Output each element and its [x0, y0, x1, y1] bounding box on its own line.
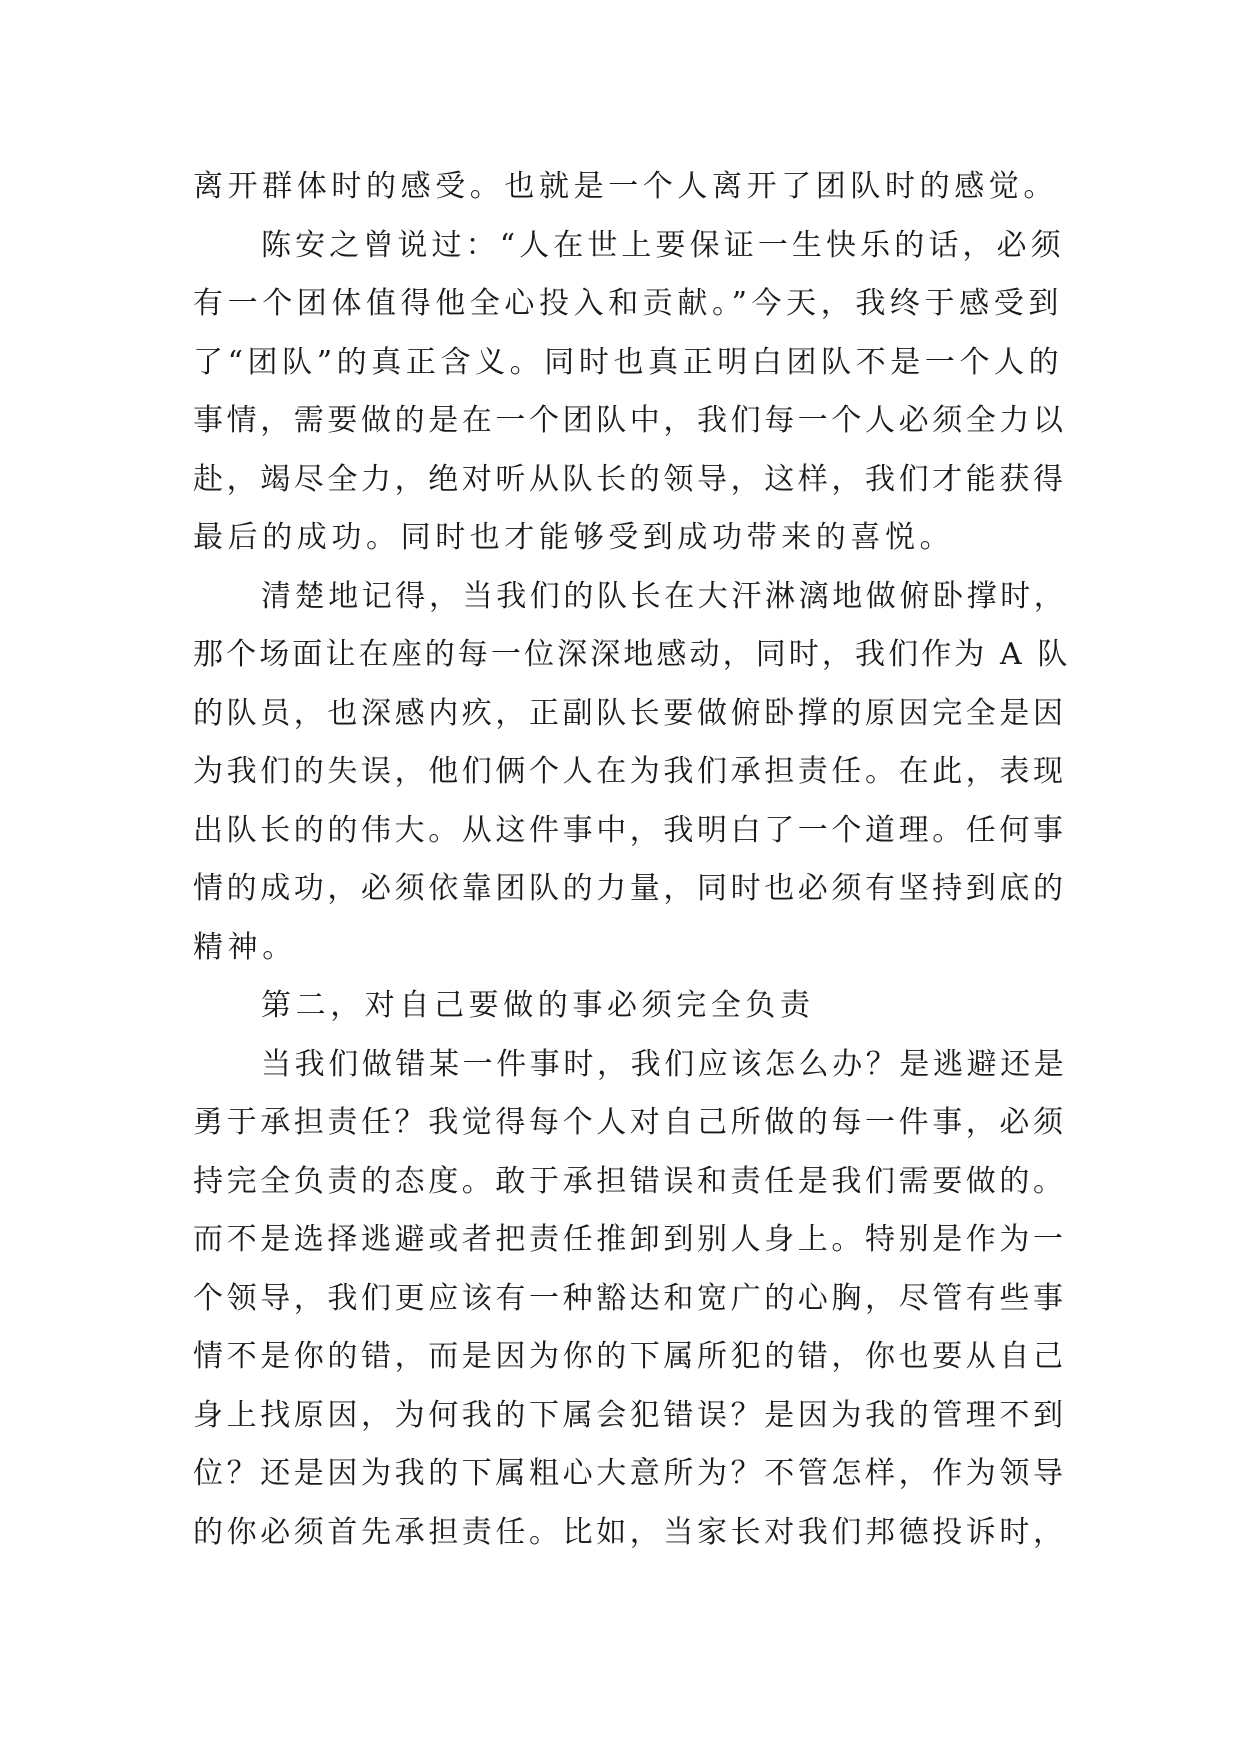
text-line: 位？还是因为我的下属粗心大意所为？不管怎样，作为领导: [193, 1456, 1067, 1491]
text-line: 出队长的的伟大。从这件事中，我明白了一个道理。任何事: [193, 812, 1067, 848]
text-line: 赴，竭尽全力，绝对听从队长的领导，这样，我们才能获得: [193, 461, 1067, 497]
text-line: 离开群体时的感受。也就是一个人离开了团队时的感觉。: [193, 169, 1058, 204]
text-line: 清楚地记得，当我们的队长在大汗淋漓地做俯卧撑时，: [261, 578, 1068, 614]
text-line: 的你必须首先承担责任。比如，当家长对我们邦德投诉时，: [193, 1514, 1067, 1550]
text-line: 最后的成功。同时也才能够受到成功带来的喜悦。: [193, 520, 955, 555]
text-line: 而不是选择逃避或者把责任推卸到别人身上。特别是作为一: [193, 1222, 1067, 1257]
text-line: 有一个团体值得他全心投入和贡献。”今天，我终于感受到: [193, 286, 1063, 321]
body-text: [193, 158, 1073, 1562]
text-line: 那个场面让在座的每一位深深地感动，同时，我们作为 A 队: [193, 637, 1071, 672]
text-line: 当我们做错某一件事时，我们应该怎么办？是逃避还是: [261, 1046, 1068, 1082]
text-line: 陈安之曾说过：“人在世上要保证一生快乐的话，必须: [261, 227, 1065, 263]
text-line: 持完全负责的态度。敢于承担错误和责任是我们需要做的。: [193, 1163, 1067, 1199]
text-line: 情的成功，必须依靠团队的力量，同时也必须有坚持到底的: [193, 871, 1067, 906]
text-line: 精神。: [193, 929, 297, 965]
text-line: 的队员，也深感内疚，正副队长要做俯卧撑的原因完全是因: [193, 695, 1067, 731]
text-line: 情不是你的错，而是因为你的下属所犯的错，你也要从自己: [193, 1339, 1067, 1374]
text-line: 身上找原因，为何我的下属会犯错误？是因为我的管理不到: [193, 1397, 1067, 1433]
text-line: 勇于承担责任？我觉得每个人对自己所做的每一件事，必须: [193, 1105, 1067, 1140]
text-line: 第二，对自己要做的事必须完全负责: [261, 988, 815, 1023]
text-line: 了“团队”的真正含义。同时也真正明白团队不是一个人的: [193, 344, 1064, 380]
text-line: 为我们的失误，他们俩个人在为我们承担责任。在此，表现: [193, 754, 1067, 789]
text-line: 事情，需要做的是在一个团队中，我们每一个人必须全力以: [193, 403, 1067, 438]
text-line: 个领导，我们更应该有一种豁达和宽广的心胸，尽管有些事: [193, 1280, 1067, 1316]
